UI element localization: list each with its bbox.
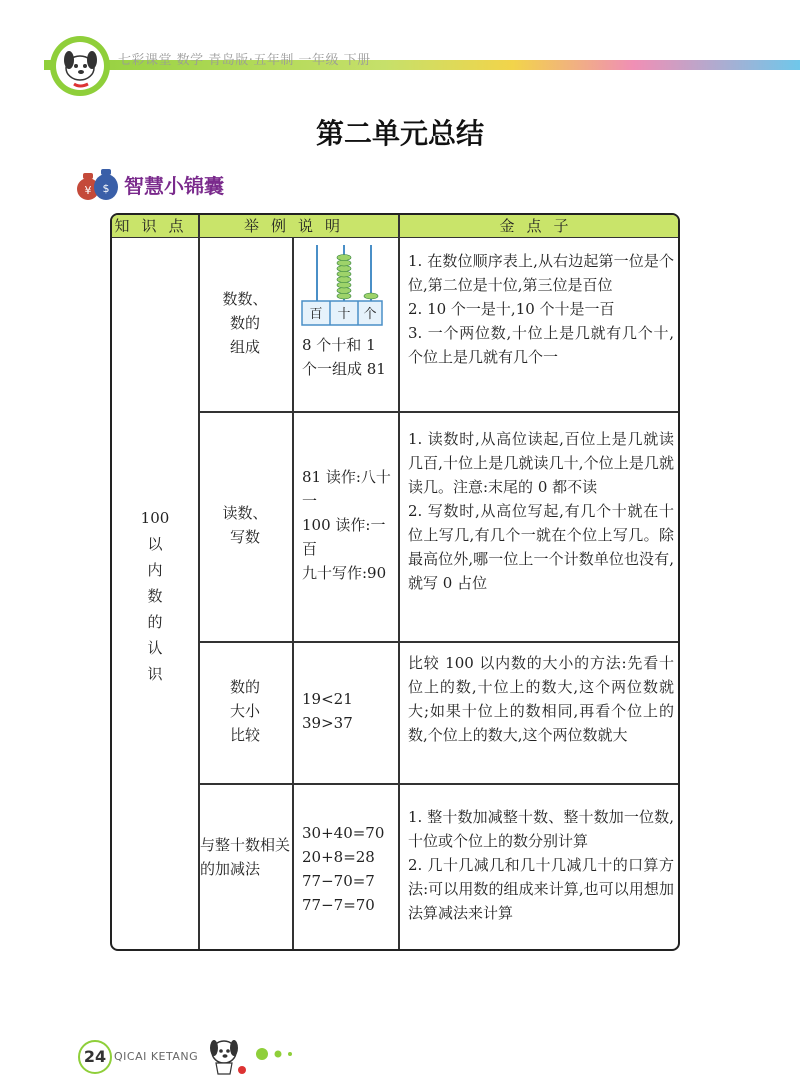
row3-category: 数的 大小 比较 xyxy=(229,678,260,744)
row4-example: 30+40=70 20+8=28 77−70=7 77−7=70 xyxy=(302,824,385,914)
column-divider xyxy=(292,237,294,951)
row1-category: 数数、 数的 组成 xyxy=(222,290,268,356)
footer-brand: QICAI KETANG xyxy=(114,1050,199,1063)
row4-tips: 1. 整十数加减整十数、整十数加一位数,十位或个位上的数分别计算 2. 几十几减几和几十几减几十的口算方法:可以用数的组成来计算,也可以用想加法算减法来计算 xyxy=(408,808,674,922)
money-bags-icon xyxy=(74,165,120,201)
row1-tips: 1. 在数位顺序表上,从右边起第一位是个位,第二位是十位,第三位是百位 2. 10 个一是十,10 个十是一百 3. 一个两位数,十位上是几就有几个十,个位上是几就有几个一 xyxy=(408,252,674,366)
header-tips: 金点子 xyxy=(499,217,581,235)
row2-example: 81 读作:八十一 100 读作:一百 九十写作:90 xyxy=(302,468,391,582)
header-example: 举例说明 xyxy=(243,217,352,235)
row-divider xyxy=(198,783,680,785)
footer-dots-icon xyxy=(254,1046,304,1062)
table-header-row xyxy=(112,215,678,238)
row2-tips: 1. 读数时,从高位读起,百位上是几就读几百,十位上是几就读几十,个位上是几就读几。注意:末尾的 0 都不读 2. 写数时,从高位写起,有几个十就在十位上写几,有几个一就在个位上写几。除最高位外,哪一位上一个计数单位也没有,就写 0 占位 xyxy=(408,430,674,592)
row4-category: 与整十数相关的加减法 xyxy=(200,836,291,878)
abacus-label-hundreds: 百 xyxy=(309,307,323,322)
abacus-bead-tens xyxy=(337,260,351,266)
abacus-bead-tens xyxy=(337,293,351,299)
row-divider xyxy=(198,411,680,413)
row-divider xyxy=(198,641,680,643)
abacus-bead-tens xyxy=(337,266,351,272)
svg-text:¥: ¥ xyxy=(84,184,92,197)
abacus-bead-tens xyxy=(337,271,351,277)
row3-tips: 比较 100 以内数的大小的方法:先看十位上的数,十位上的数大,这个两位数就大;如果十位上的数相同,再看个位上的数,个位上的数大,这个两位数就大 xyxy=(408,654,674,744)
abacus-label-tens: 十 xyxy=(337,307,351,322)
row1-example: 8 个十和 1 个一组成 81 xyxy=(302,336,386,378)
abacus-bead-tens xyxy=(337,288,351,294)
row3-example: 19<21 39>37 xyxy=(302,690,353,732)
row2-category: 读数、 写数 xyxy=(222,504,268,546)
topic-label: 100 以 内 数 的 认 识 xyxy=(140,509,170,683)
knowledge-summary-table xyxy=(110,213,680,951)
abacus-bead-tens xyxy=(337,277,351,283)
section-title: 智慧小锦囊 xyxy=(124,174,224,198)
abacus-bead-ones xyxy=(364,293,378,299)
book-series-title: 七彩课堂 数学 青岛版·五年制 一年级 下册 xyxy=(118,53,371,68)
page-number: 24 xyxy=(78,1040,112,1074)
dog-mascot-logo-icon xyxy=(44,30,116,102)
abacus-bead-tens xyxy=(337,255,351,261)
dog-mascot-footer-icon xyxy=(196,1030,252,1080)
svg-text:$: $ xyxy=(102,182,110,195)
column-divider xyxy=(398,215,400,949)
header-knowledge-point: 知识点 xyxy=(114,217,196,235)
abacus-bead-tens xyxy=(337,282,351,288)
abacus-label-ones: 个 xyxy=(363,307,377,322)
abacus-diagram xyxy=(298,241,384,331)
page-title: 第二单元总结 xyxy=(315,117,484,150)
